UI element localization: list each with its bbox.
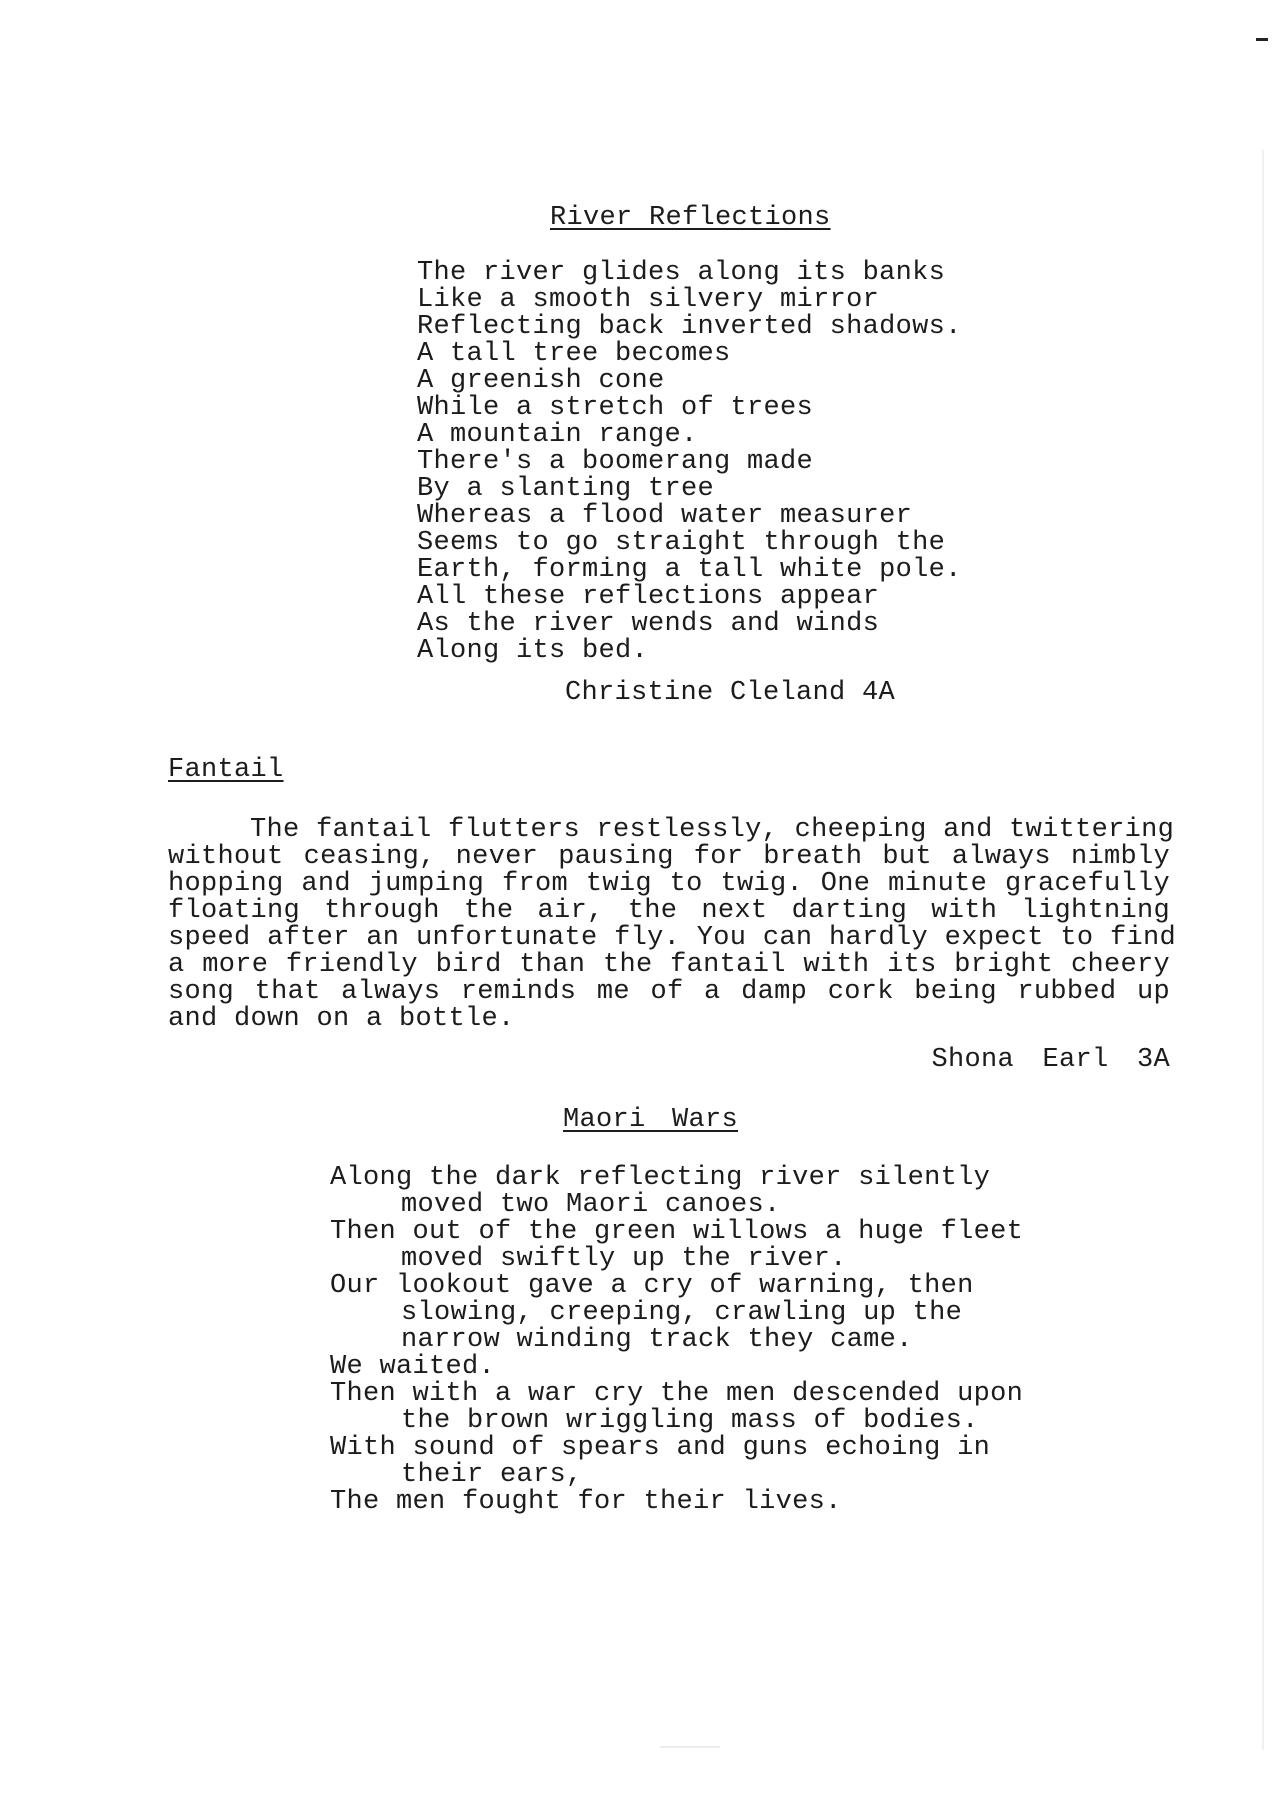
fantail-author: Shona Earl 3A xyxy=(931,1045,1170,1075)
poem-line: As the river wends and winds xyxy=(417,609,880,639)
river-reflections-author: Christine Cleland 4A xyxy=(565,678,896,708)
poem-line: moved two Maori canoes. xyxy=(401,1190,781,1220)
poem-line: the brown wriggling mass of bodies. xyxy=(401,1406,979,1436)
poem-line: A greenish cone xyxy=(417,366,665,396)
poem-line: The men fought for their lives. xyxy=(330,1487,842,1517)
poem-line: Along the dark reflecting river silently xyxy=(330,1163,991,1193)
prose-line: and down on a bottle. xyxy=(168,1004,515,1034)
prose-line: floating through the air, the next darting with lightning xyxy=(168,896,1170,926)
poem-line: Like a smooth silvery mirror xyxy=(417,285,880,315)
poem-line: narrow winding track they came. xyxy=(401,1325,913,1355)
poem-line: Along its bed. xyxy=(417,636,649,666)
river-reflections-title: River Reflections xyxy=(550,203,831,233)
prose-line: hopping and jumping from twig to twig. One minute gracefully xyxy=(168,869,1170,899)
prose-line: a more friendly bird than the fantail with its bright cheery xyxy=(168,950,1170,980)
poem-line: Earth, forming a tall white pole. xyxy=(417,555,962,585)
edge-scuff xyxy=(1262,150,1264,1750)
poem-line: There's a boomerang made xyxy=(417,447,814,477)
prose-line: speed after an unfortunate fly. You can hardly expect to find xyxy=(168,923,1176,953)
poem-line: By a slanting tree xyxy=(417,474,715,504)
poem-line: The river glides along its banks xyxy=(417,258,946,288)
poem-line: While a stretch of trees xyxy=(417,393,814,423)
poem-line: With sound of spears and guns echoing in xyxy=(330,1433,991,1463)
poem-line: A tall tree becomes xyxy=(417,339,731,369)
poem-line: Seems to go straight through the xyxy=(417,528,946,558)
page-smudge xyxy=(660,1746,720,1748)
edge-mark xyxy=(1256,38,1268,41)
poem-line: slowing, creeping, crawling up the xyxy=(401,1298,963,1328)
poem-line: A mountain range. xyxy=(417,420,698,450)
poem-line: Whereas a flood water measurer xyxy=(417,501,913,531)
poem-line: Reflecting back inverted shadows. xyxy=(417,312,962,342)
prose-line: song that always reminds me of a damp cork being rubbed up xyxy=(168,977,1170,1007)
poem-line: Then out of the green willows a huge fleet xyxy=(330,1217,1024,1247)
poem-line: their ears, xyxy=(401,1460,583,1490)
poem-line: Then with a war cry the men descended upon xyxy=(330,1379,1024,1409)
prose-line: without ceasing, never pausing for breath but always nimbly xyxy=(168,842,1170,872)
poem-line: All these reflections appear xyxy=(417,582,880,612)
fantail-title: Fantail xyxy=(168,755,284,785)
poem-line: Our lookout gave a cry of warning, then xyxy=(330,1271,974,1301)
poem-line: We waited. xyxy=(330,1352,496,1382)
maori-wars-title: Maori Wars xyxy=(563,1105,739,1135)
prose-line: The fantail flutters restlessly, cheeping and twittering xyxy=(250,815,1175,845)
poem-line: moved swiftly up the river. xyxy=(401,1244,847,1274)
